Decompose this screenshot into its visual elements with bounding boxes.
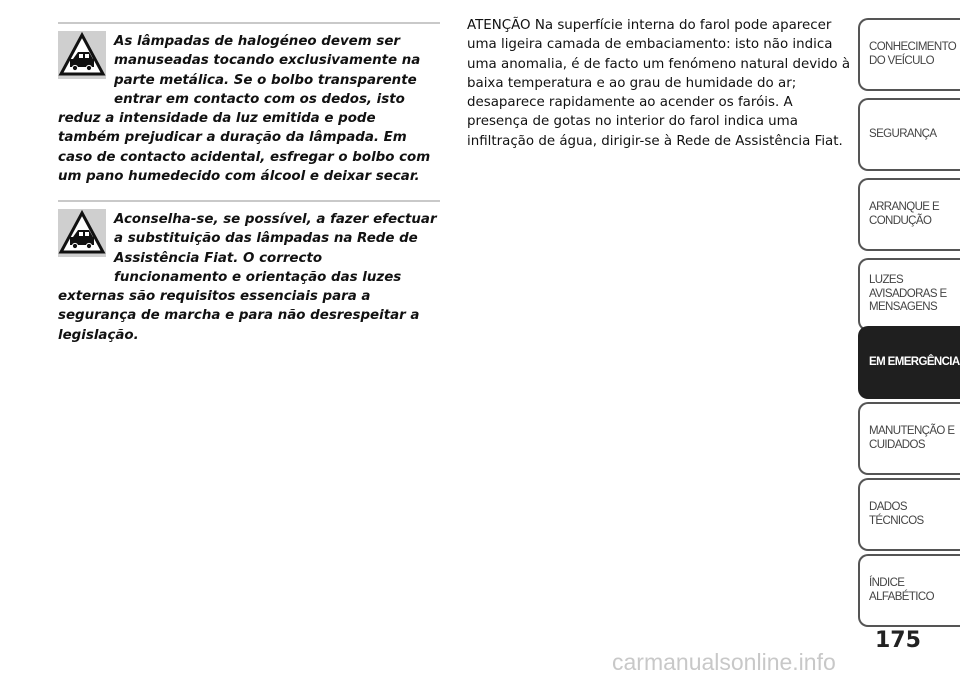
tab-indice-alfabetico[interactable] — [858, 554, 960, 627]
warning-text: Aconselha-se, se possível, a fazer efectuar a substituição das lâmpadas na Rede de Assistência Fiat. O correcto funcionamento e orientação das luzes externas são requisitos essenciais para a segurança de marcha e para não desrespeitar a legislação. — [58, 212, 437, 343]
tab-label: ÍNDICE ALFABÉTICO — [869, 577, 934, 603]
tab-label: ARRANQUE E CONDUÇÃO — [869, 201, 940, 227]
page-number: 175 — [875, 628, 921, 653]
tab-label: EM EMERGÊNCIA — [869, 355, 960, 368]
tab-luzes-avisadoras[interactable] — [858, 258, 960, 331]
tab-label: SEGURANÇA — [869, 127, 937, 140]
tab-seguranca[interactable] — [858, 98, 960, 171]
tab-label: CONHECIMENTO DO VEÍCULO — [869, 41, 957, 67]
tab-label: MANUTENÇÃO E CUIDADOS — [869, 425, 955, 451]
watermark: carmanualsonline.info — [612, 649, 836, 675]
tab-label: LUZES AVISADORAS E MENSAGENS — [869, 274, 947, 314]
tab-label: DADOS TÉCNICOS — [869, 501, 924, 527]
warning-divider — [58, 22, 440, 24]
tab-em-emergencia[interactable] — [858, 326, 960, 399]
tab-conhecimento-do-veiculo[interactable] — [858, 18, 960, 91]
warning-divider — [58, 200, 440, 202]
warning-text: As lâmpadas de halogéneo devem ser manuseadas tocando exclusivamente na parte metálica. Se o bolbo transparente entrar em contacto com os dedos, isto reduz a intensidade da luz emitida e pode também prejudicar a duração da lâmpada. Em caso de contacto acidental, esfregar o bolbo com um pano humedecido com álcool e deixar secar. — [58, 34, 431, 185]
tab-arranque-e-conducao[interactable] — [858, 178, 960, 251]
attention-paragraph: ATENÇÃO Na superfície interna do farol pode aparecer uma ligeira camada de embaciamento: isto não indica uma anomalia, é de facto um fenómeno natural devido à baixa temperatura e ao grau de humidade do ar; desaparece rapidamente ao acender os faróis. A presença de gotas no interior do farol indica uma infiltração de água, dirigir-se à Rede de Assistência Fiat. — [467, 18, 851, 149]
tab-manutencao-e-cuidados[interactable] — [858, 402, 960, 475]
tab-dados-tecnicos[interactable] — [858, 478, 960, 551]
